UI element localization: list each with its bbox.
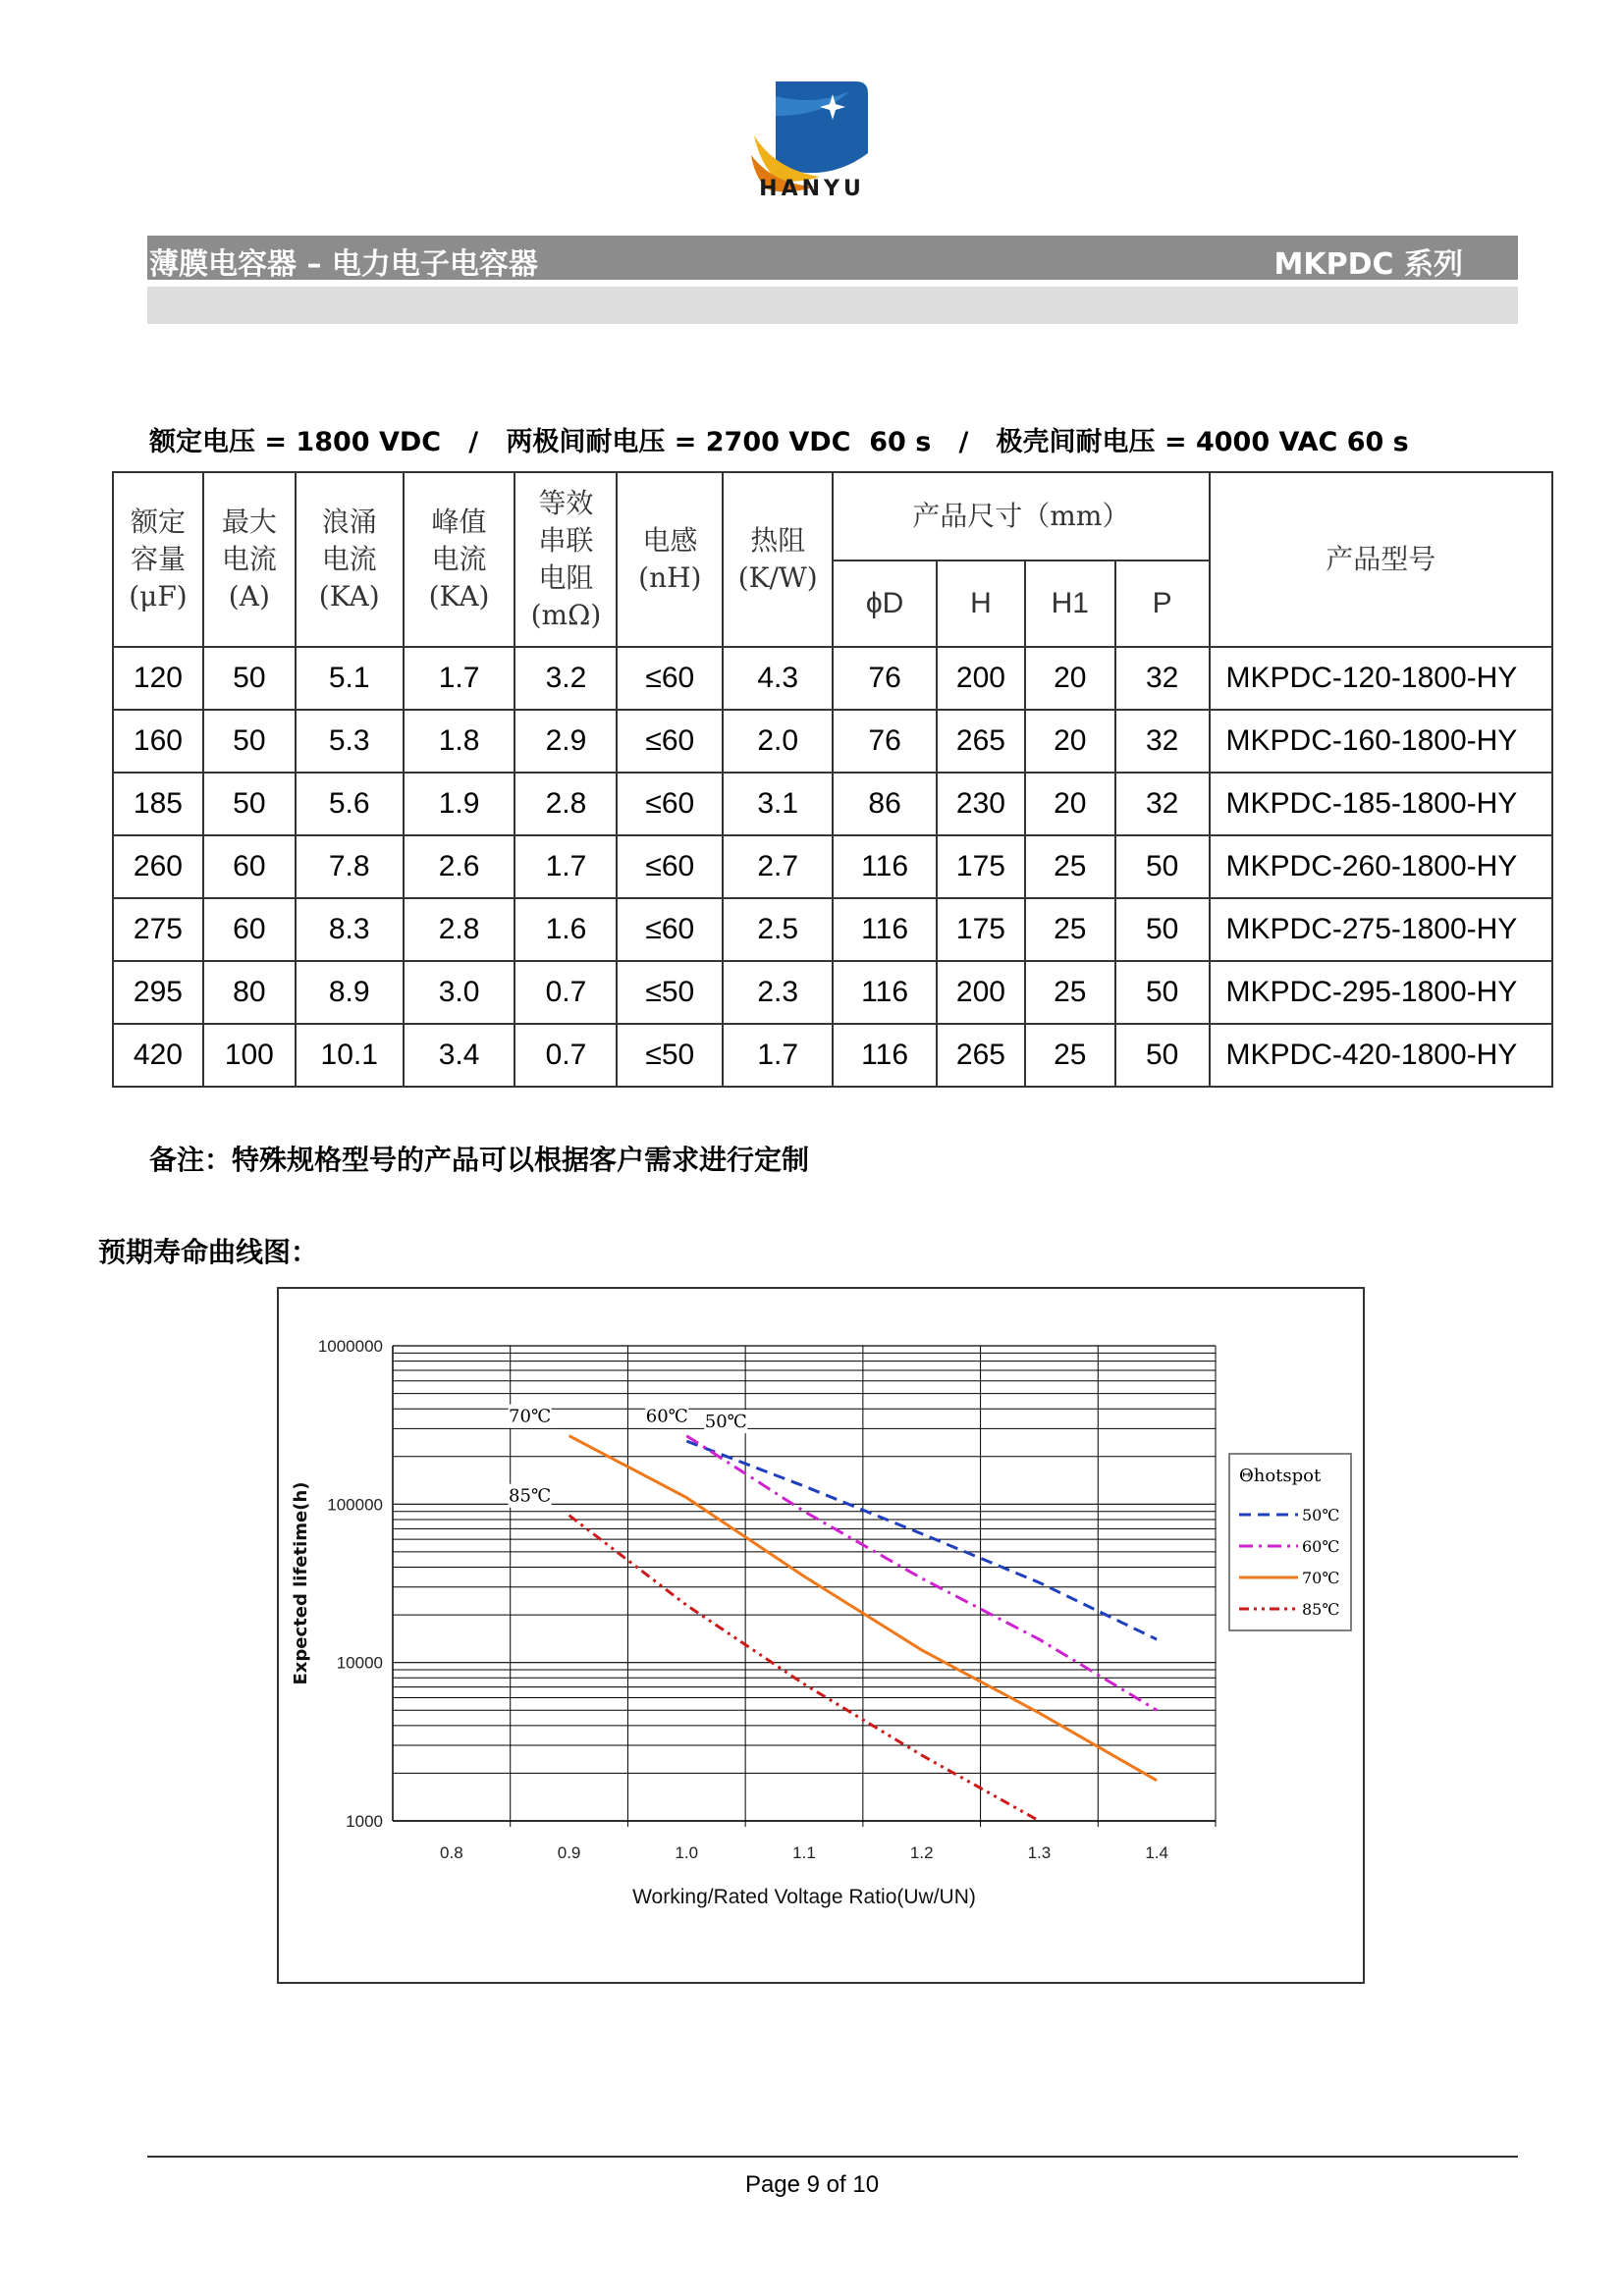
table-cell: 86 xyxy=(833,773,937,835)
table-cell: 5.6 xyxy=(296,773,404,835)
model-cell: MKPDC-420-1800-HY xyxy=(1210,1024,1552,1087)
logo-text: HANYU xyxy=(759,177,865,201)
table-cell: 50 xyxy=(203,773,296,835)
series-line-60℃ xyxy=(686,1436,1157,1711)
table-cell: 50 xyxy=(1115,898,1210,961)
col-header-surge-current: 浪涌 电流 (KA) xyxy=(296,472,404,647)
table-cell: 50 xyxy=(203,710,296,773)
chart-title: 预期寿命曲线图： xyxy=(98,1236,319,1268)
table-cell: 200 xyxy=(937,961,1025,1024)
table-cell: 20 xyxy=(1025,773,1115,835)
legend-entry: 60℃ xyxy=(1302,1537,1340,1556)
table-cell: 3.2 xyxy=(514,647,617,710)
curve-annotation: 70℃ xyxy=(509,1406,552,1427)
col-header-capacitance: 额定 容量 (μF) xyxy=(113,472,203,647)
table-cell: 80 xyxy=(203,961,296,1024)
legend-title: Θhotspot xyxy=(1239,1466,1322,1486)
table-cell: 32 xyxy=(1115,710,1210,773)
table-cell: 200 xyxy=(937,647,1025,710)
table-cell: 1.7 xyxy=(404,647,515,710)
table-cell: 265 xyxy=(937,1024,1025,1087)
table-cell: 60 xyxy=(203,835,296,898)
table-cell: 76 xyxy=(833,647,937,710)
table-cell: 100 xyxy=(203,1024,296,1087)
table-row xyxy=(113,898,1552,961)
col-header-h1: H1 xyxy=(1025,561,1115,647)
col-header-dimensions: 产品尺寸（mm） xyxy=(833,472,1209,561)
x-tick-label: 0.9 xyxy=(557,1843,581,1862)
table-row xyxy=(113,647,1552,710)
table-row xyxy=(113,961,1552,1024)
table-cell: 0.7 xyxy=(514,1024,617,1087)
header-series: MKPDC 系列 xyxy=(1273,247,1463,282)
table-cell: 160 xyxy=(113,710,203,773)
model-cell: MKPDC-160-1800-HY xyxy=(1210,710,1552,773)
table-cell: 32 xyxy=(1115,647,1210,710)
x-tick-label: 0.8 xyxy=(440,1843,463,1862)
x-tick-label: 1.4 xyxy=(1145,1843,1168,1862)
curve-annotation: 60℃ xyxy=(645,1406,688,1427)
table-cell: 2.8 xyxy=(404,898,515,961)
col-header-inductance: 电感 (nH) xyxy=(617,472,723,647)
table-cell: 20 xyxy=(1025,647,1115,710)
table-cell: 230 xyxy=(937,773,1025,835)
table-cell: ≤50 xyxy=(617,1024,723,1087)
legend-entry: 50℃ xyxy=(1302,1506,1340,1524)
table-cell: 1.6 xyxy=(514,898,617,961)
table-cell: ≤60 xyxy=(617,898,723,961)
col-header-diameter: ϕD xyxy=(833,561,937,647)
x-tick-label: 1.0 xyxy=(675,1843,699,1862)
series-line-85℃ xyxy=(569,1516,1040,1821)
model-cell: MKPDC-120-1800-HY xyxy=(1210,647,1552,710)
table-cell: 2.6 xyxy=(404,835,515,898)
table-cell: 50 xyxy=(1115,1024,1210,1087)
lifetime-chart xyxy=(277,1287,1365,1984)
page-number: Page 9 of 10 xyxy=(744,2171,880,2198)
table-cell: 2.5 xyxy=(723,898,833,961)
table-cell: 1.7 xyxy=(723,1024,833,1087)
table-cell: 5.3 xyxy=(296,710,404,773)
model-cell: MKPDC-185-1800-HY xyxy=(1210,773,1552,835)
table-cell: 50 xyxy=(203,647,296,710)
table-cell: 116 xyxy=(833,898,937,961)
table-cell: 1.8 xyxy=(404,710,515,773)
y-tick-label: 100000 xyxy=(327,1495,383,1515)
col-header-peak-current: 峰值 电流 (KA) xyxy=(404,472,515,647)
table-cell: 8.3 xyxy=(296,898,404,961)
table-cell: 60 xyxy=(203,898,296,961)
table-cell: 116 xyxy=(833,1024,937,1087)
table-cell: ≤60 xyxy=(617,835,723,898)
table-row xyxy=(113,835,1552,898)
table-cell: 265 xyxy=(937,710,1025,773)
table-cell: 1.7 xyxy=(514,835,617,898)
table-cell: 2.7 xyxy=(723,835,833,898)
spec-table xyxy=(112,471,1553,1088)
x-tick-label: 1.1 xyxy=(792,1843,816,1862)
table-cell: 275 xyxy=(113,898,203,961)
table-cell: 295 xyxy=(113,961,203,1024)
y-tick-label: 10000 xyxy=(336,1653,383,1673)
header-title: 薄膜电容器 – 电力电子电容器 xyxy=(149,247,538,282)
table-row xyxy=(113,710,1552,773)
table-cell: 175 xyxy=(937,835,1025,898)
col-header-esr: 等效 串联 电阻 (mΩ) xyxy=(514,472,617,647)
model-cell: MKPDC-260-1800-HY xyxy=(1210,835,1552,898)
table-cell: 2.3 xyxy=(723,961,833,1024)
x-tick-label: 1.3 xyxy=(1027,1843,1052,1862)
x-axis-title: Working/Rated Voltage Ratio(Uw/UN) xyxy=(632,1886,976,1908)
table-cell: 25 xyxy=(1025,898,1115,961)
col-header-max-current: 最大 电流 (A) xyxy=(203,472,296,647)
table-cell: 20 xyxy=(1025,710,1115,773)
table-cell: 1.9 xyxy=(404,773,515,835)
rating-line: 额定电压 = 1800 VDC / 两极间耐电压 = 2700 VDC 60 s / 极壳间耐电压 = 4000 VAC 60 s xyxy=(149,427,1409,457)
x-tick-label: 1.2 xyxy=(909,1843,934,1862)
table-cell: 25 xyxy=(1025,835,1115,898)
table-cell: 2.0 xyxy=(723,710,833,773)
col-header-thermal-resistance: 热阻 (K/W) xyxy=(723,472,833,647)
table-cell: 76 xyxy=(833,710,937,773)
model-cell: MKPDC-295-1800-HY xyxy=(1210,961,1552,1024)
y-tick-label: 1000000 xyxy=(317,1337,383,1356)
table-cell: 3.4 xyxy=(404,1024,515,1087)
curve-annotation: 85℃ xyxy=(509,1485,552,1507)
table-cell: 7.8 xyxy=(296,835,404,898)
col-header-model: 产品型号 xyxy=(1210,472,1552,647)
col-header-pitch: P xyxy=(1115,561,1210,647)
table-cell: 50 xyxy=(1115,961,1210,1024)
note: 备注：特殊规格型号的产品可以根据客户需求进行定制 xyxy=(149,1144,810,1176)
table-cell: 420 xyxy=(113,1024,203,1087)
table-cell: 175 xyxy=(937,898,1025,961)
y-tick-label: 1000 xyxy=(346,1812,383,1831)
table-row xyxy=(113,1024,1552,1087)
footer-divider xyxy=(147,2156,1518,2158)
header-subband xyxy=(147,287,1518,324)
table-cell: 4.3 xyxy=(723,647,833,710)
table-cell: 50 xyxy=(1115,835,1210,898)
table-cell: ≤60 xyxy=(617,773,723,835)
table-cell: 8.9 xyxy=(296,961,404,1024)
table-cell: 116 xyxy=(833,961,937,1024)
curve-annotation: 50℃ xyxy=(704,1412,747,1433)
table-cell: 25 xyxy=(1025,1024,1115,1087)
table-cell: 185 xyxy=(113,773,203,835)
series-line-50℃ xyxy=(686,1441,1157,1639)
table-cell: 2.9 xyxy=(514,710,617,773)
table-row xyxy=(113,773,1552,835)
table-cell: 0.7 xyxy=(514,961,617,1024)
table-cell: 5.1 xyxy=(296,647,404,710)
table-cell: 2.8 xyxy=(514,773,617,835)
col-header-height: H xyxy=(937,561,1025,647)
table-cell: ≤60 xyxy=(617,710,723,773)
table-cell: 25 xyxy=(1025,961,1115,1024)
table-cell: ≤60 xyxy=(617,647,723,710)
table-cell: 10.1 xyxy=(296,1024,404,1087)
table-cell: 116 xyxy=(833,835,937,898)
model-cell: MKPDC-275-1800-HY xyxy=(1210,898,1552,961)
table-cell: 120 xyxy=(113,647,203,710)
table-cell: 260 xyxy=(113,835,203,898)
table-cell: 32 xyxy=(1115,773,1210,835)
table-cell: ≤50 xyxy=(617,961,723,1024)
y-axis-title: Expected lifetime(h) xyxy=(291,1481,311,1685)
table-cell: 3.0 xyxy=(404,961,515,1024)
legend-entry: 85℃ xyxy=(1302,1600,1340,1619)
table-cell: 3.1 xyxy=(723,773,833,835)
header-band xyxy=(147,236,1518,280)
legend-entry: 70℃ xyxy=(1302,1569,1340,1587)
